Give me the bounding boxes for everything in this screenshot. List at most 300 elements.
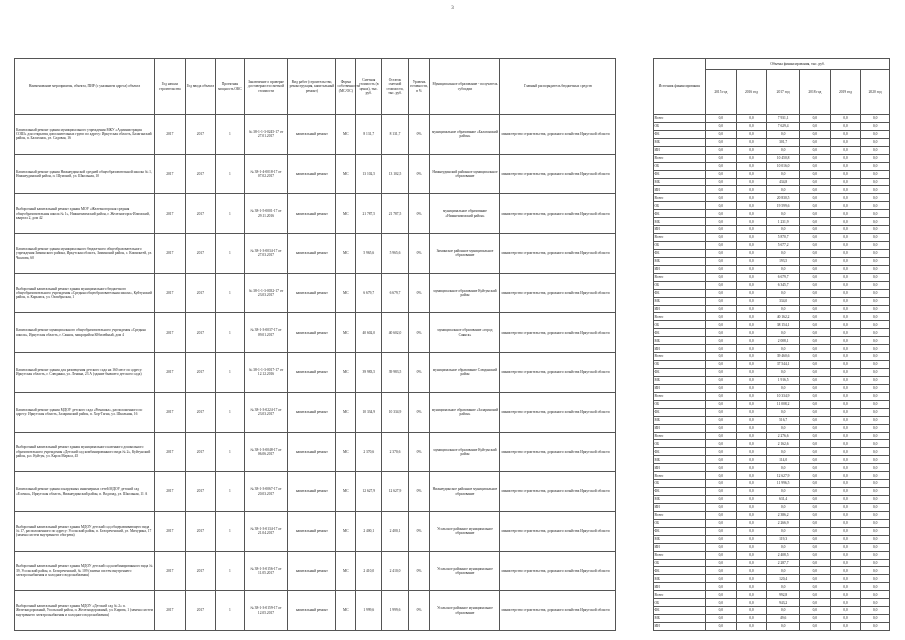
funding-value-cell: 0,0 xyxy=(706,559,737,567)
spacer-cell xyxy=(616,313,653,353)
administrator-cell: министерство строительства, дорожного хозяйства Иркутской области xyxy=(500,234,616,274)
funding-value-cell: 0,0 xyxy=(706,416,737,424)
funding-value-cell: 11 008,2 xyxy=(767,400,800,408)
power-cell: 1 xyxy=(216,392,244,432)
readiness-cell: 0% xyxy=(408,115,430,155)
funding-value-cell: 0,0 xyxy=(861,448,890,456)
funding-value-cell: 0,0 xyxy=(800,511,831,519)
funding-value-cell: 0,0 xyxy=(861,496,890,504)
funding-value-cell: 0,0 xyxy=(800,289,831,297)
source-label-cell: МБ xyxy=(653,257,705,265)
funding-value-cell: 0,0 xyxy=(800,305,831,313)
funding-value-cell: 0,0 xyxy=(830,448,861,456)
funding-value-cell: 0,0 xyxy=(800,226,831,234)
funding-value-cell: 0,0 xyxy=(706,432,737,440)
year-end-cell: 2017 xyxy=(185,392,216,432)
funding-value-cell: 0,0 xyxy=(800,337,831,345)
funding-value-cell: 0,0 xyxy=(736,559,767,567)
funding-value-cell: 0,0 xyxy=(736,591,767,599)
power-cell: 1 xyxy=(216,115,244,155)
funding-value-cell: 334,0 xyxy=(767,297,800,305)
funding-value-cell: 0,0 xyxy=(830,519,861,527)
table-row xyxy=(15,551,890,559)
funding-value-cell: 0,0 xyxy=(830,281,861,289)
funding-value-cell: 0,0 xyxy=(861,210,890,218)
funding-value-cell: 0,0 xyxy=(830,146,861,154)
estimated-cost-cell: 40 602,0 xyxy=(356,313,382,353)
remaining-cost-cell: 12 627,9 xyxy=(382,472,408,512)
header-form: Форма собственности (МС/ОС) xyxy=(336,59,356,115)
recipient-cell: Усольское районное муниципальное образование xyxy=(430,591,500,631)
source-label-cell: МБ xyxy=(653,178,705,186)
source-label-cell: ИИ xyxy=(653,345,705,353)
funding-value-cell: 0,0 xyxy=(861,249,890,257)
header-year-2016: 2016 год xyxy=(736,70,767,115)
funding-value-cell: 0,0 xyxy=(736,297,767,305)
header-year-2015: 2015 год xyxy=(706,70,737,115)
year-end-cell: 2017 xyxy=(185,591,216,631)
funding-value-cell: 0,0 xyxy=(800,170,831,178)
funding-value-cell: 0,0 xyxy=(800,551,831,559)
funding-value-cell: 0,0 xyxy=(800,623,831,631)
funding-value-cell: 0,0 xyxy=(800,321,831,329)
funding-value-cell: 0,0 xyxy=(767,289,800,297)
funding-value-cell: 0,0 xyxy=(861,178,890,186)
spacer-cell xyxy=(616,353,653,393)
source-label-cell: Всего xyxy=(653,392,705,400)
remaining-cost-cell: 2 410,0 xyxy=(382,551,408,591)
funding-value-cell: 0,0 xyxy=(736,122,767,130)
funding-value-cell: 0,0 xyxy=(830,416,861,424)
table-row xyxy=(15,313,890,321)
funding-value-cell: 0,0 xyxy=(706,575,737,583)
source-label-cell: Всего xyxy=(653,194,705,202)
year-start-cell: 2017 xyxy=(154,511,185,551)
funding-value-cell: 0,0 xyxy=(767,369,800,377)
funding-value-cell: 0,0 xyxy=(830,218,861,226)
funding-value-cell: 0,0 xyxy=(706,623,737,631)
header-spacer xyxy=(616,59,653,115)
recipient-cell: муниципальное образование Куйтунский район xyxy=(430,432,500,472)
conclusion-cell: № 38-1-1-3-0245-17 от 27.01.2017 xyxy=(244,115,288,155)
funding-value-cell: 2 008,1 xyxy=(767,337,800,345)
header-administrator: Главный распорядитель бюджетных средств xyxy=(500,59,616,115)
funding-value-cell: 0,0 xyxy=(706,194,737,202)
readiness-cell: 0% xyxy=(408,154,430,194)
funding-value-cell: 0,0 xyxy=(706,186,737,194)
funding-value-cell: 0,0 xyxy=(861,472,890,480)
funding-value-cell: 0,0 xyxy=(706,361,737,369)
funding-value-cell: 0,0 xyxy=(736,392,767,400)
funding-value-cell: 0,0 xyxy=(736,369,767,377)
remaining-cost-cell: 21 787,5 xyxy=(382,194,408,234)
source-label-cell: МБ xyxy=(653,138,705,146)
funding-value-cell: 0,0 xyxy=(861,400,890,408)
funding-value-cell: 0,0 xyxy=(736,535,767,543)
source-label-cell: МБ xyxy=(653,337,705,345)
funding-value-cell: 0,0 xyxy=(800,249,831,257)
funding-value-cell: 49,6 xyxy=(767,615,800,623)
funding-value-cell: 0,0 xyxy=(706,138,737,146)
funding-value-cell: 0,0 xyxy=(861,519,890,527)
project-name-cell: Капитальный ремонт здания МДОУ детского сада «Ромашка», расположенного по адресу: Иркутская область, Заларинский район, п. Хор-Тагна, ул. Школьная, 16 xyxy=(15,392,155,432)
source-label-cell: ОБ xyxy=(653,202,705,210)
source-label-cell: ОБ xyxy=(653,242,705,250)
funding-value-cell: 2 162,6 xyxy=(767,440,800,448)
year-start-cell: 2017 xyxy=(154,551,185,591)
work-type-cell: капитальный ремонт xyxy=(288,432,336,472)
remaining-cost-cell: 2 370,6 xyxy=(382,432,408,472)
funding-value-cell: 0,0 xyxy=(800,519,831,527)
funding-value-cell: 0,0 xyxy=(800,242,831,250)
year-end-cell: 2017 xyxy=(185,472,216,512)
funding-value-cell: 0,0 xyxy=(861,138,890,146)
project-name-cell: Капитальный ремонт здания для размещения детского сада на 160 мест по адресу: Иркутская область, г. Слюдянка, ул. Ленина, 23 А (здание бывшего детского сада) xyxy=(15,353,155,393)
readiness-cell: 0% xyxy=(408,234,430,274)
funding-value-cell: 7 629,4 xyxy=(767,122,800,130)
funding-value-cell: 0,0 xyxy=(800,329,831,337)
funding-value-cell: 0,0 xyxy=(800,345,831,353)
funding-value-cell: 0,0 xyxy=(830,543,861,551)
recipient-cell: Нижнеудинский районное муниципальное образование xyxy=(430,154,500,194)
funding-value-cell: 0,0 xyxy=(706,400,737,408)
power-cell: 1 xyxy=(216,313,244,353)
funding-value-cell: 0,0 xyxy=(830,535,861,543)
work-type-cell: капитальный ремонт xyxy=(288,273,336,313)
funding-value-cell: 0,0 xyxy=(861,297,890,305)
funding-value-cell: 0,0 xyxy=(800,535,831,543)
funding-value-cell: 0,0 xyxy=(800,122,831,130)
funding-value-cell: 0,0 xyxy=(706,456,737,464)
funding-value-cell: 0,0 xyxy=(830,361,861,369)
funding-value-cell: 0,0 xyxy=(736,432,767,440)
funding-value-cell: 0,0 xyxy=(706,408,737,416)
source-label-cell: МБ xyxy=(653,575,705,583)
funding-value-cell: 0,0 xyxy=(706,329,737,337)
header-year-2017: 2017 год xyxy=(767,70,800,115)
funding-value-cell: 0,0 xyxy=(736,543,767,551)
funding-value-cell: 0,0 xyxy=(830,527,861,535)
funding-value-cell: 0,0 xyxy=(830,615,861,623)
spacer-cell xyxy=(616,115,653,155)
financing-table-body xyxy=(15,115,890,631)
funding-value-cell: 0,0 xyxy=(830,392,861,400)
funding-value-cell: 0,0 xyxy=(830,210,861,218)
funding-value-cell: 0,0 xyxy=(861,218,890,226)
funding-value-cell: 0,0 xyxy=(861,583,890,591)
funding-value-cell: 0,0 xyxy=(736,218,767,226)
year-end-cell: 2017 xyxy=(185,234,216,274)
funding-value-cell: 0,0 xyxy=(830,257,861,265)
funding-value-cell: 0,0 xyxy=(706,384,737,392)
funding-value-cell: 0,0 xyxy=(706,551,737,559)
source-label-cell: ОБ xyxy=(653,400,705,408)
source-label-cell: ФБ xyxy=(653,289,705,297)
funding-value-cell: 0,0 xyxy=(736,361,767,369)
header-year-2020: 2020 год xyxy=(861,70,890,115)
source-label-cell: Всего xyxy=(653,472,705,480)
source-label-cell: ИИ xyxy=(653,424,705,432)
funding-value-cell: 0,0 xyxy=(800,408,831,416)
funding-value-cell: 0,0 xyxy=(861,361,890,369)
funding-value-cell: 2 266,9 xyxy=(767,519,800,527)
ownership-form-cell: МС xyxy=(336,591,356,631)
readiness-cell: 0% xyxy=(408,432,430,472)
funding-value-cell: 0,0 xyxy=(800,361,831,369)
funding-value-cell: 0,0 xyxy=(800,178,831,186)
funding-value-cell: 20 830,5 xyxy=(767,194,800,202)
source-label-cell: ФБ xyxy=(653,527,705,535)
power-cell: 1 xyxy=(216,591,244,631)
recipient-cell: Нижнеудинское районное муниципальное образование xyxy=(430,472,500,512)
funding-value-cell: 0,0 xyxy=(736,345,767,353)
recipient-cell: муниципальное образование «Заларинский район» xyxy=(430,392,500,432)
power-cell: 1 xyxy=(216,511,244,551)
funding-value-cell: 0,0 xyxy=(706,297,737,305)
conclusion-cell: № 38-1-3-0067-17 от 20.03.2017 xyxy=(244,472,288,512)
funding-value-cell: 0,0 xyxy=(736,511,767,519)
funding-value-cell: 0,0 xyxy=(736,480,767,488)
funding-value-cell: 301,7 xyxy=(767,138,800,146)
funding-value-cell: 0,0 xyxy=(706,369,737,377)
funding-value-cell: 0,0 xyxy=(830,154,861,162)
funding-value-cell: 1 231,9 xyxy=(767,218,800,226)
funding-value-cell: 0,0 xyxy=(706,527,737,535)
project-name-cell: Выборочный капитальный ремонт здания МОУ «Железногорская средняя общеобразовательная школа № 1», Нижнеилимский район, г. Железногорск-Илимский, квартал 2, дом 42 xyxy=(15,194,155,234)
funding-value-cell: 0,0 xyxy=(861,345,890,353)
ownership-form-cell: МС xyxy=(336,273,356,313)
estimated-cost-cell: 21 787,5 xyxy=(356,194,382,234)
project-name-cell: Капитальный ремонт здания муниципального учреждения МКУ «Администрация СОШ» для открытия дополнительных групп по адресу: Иркутская область, Балаганский район, п. Балаганск, ул. Садовая, 16 xyxy=(15,115,155,155)
funding-value-cell: 0,0 xyxy=(767,408,800,416)
funding-value-cell: 0,0 xyxy=(830,384,861,392)
funding-value-cell: 0,0 xyxy=(861,480,890,488)
funding-value-cell: 0,0 xyxy=(830,337,861,345)
year-end-cell: 2017 xyxy=(185,194,216,234)
funding-value-cell: 0,0 xyxy=(861,440,890,448)
funding-value-cell: 0,0 xyxy=(800,559,831,567)
year-start-cell: 2017 xyxy=(154,353,185,393)
header-type: Вид работ (строительство, реконструкция, капитальный ремонт) xyxy=(288,59,336,115)
recipient-cell: муниципальное образование Слюдянский район xyxy=(430,353,500,393)
funding-value-cell: 0,0 xyxy=(830,186,861,194)
funding-value-cell: 0,0 xyxy=(706,321,737,329)
funding-value-cell: 2 408,5 xyxy=(767,551,800,559)
estimated-cost-cell: 10 334,9 xyxy=(356,392,382,432)
funding-value-cell: 0,0 xyxy=(706,567,737,575)
conclusion-cell: № 38-1-3-0134-17 от 21.04.2017 xyxy=(244,511,288,551)
administrator-cell: министерство строительства, дорожного хозяйства Иркутской области xyxy=(500,472,616,512)
funding-value-cell: 0,0 xyxy=(767,623,800,631)
header-year-end: Год ввода объекта xyxy=(185,59,216,115)
funding-value-cell: 0,0 xyxy=(861,154,890,162)
funding-value-cell: 0,0 xyxy=(800,353,831,361)
table-row xyxy=(15,154,890,162)
source-label-cell: МБ xyxy=(653,535,705,543)
funding-value-cell: 0,0 xyxy=(736,623,767,631)
funding-value-cell: 0,0 xyxy=(830,432,861,440)
funding-value-cell: 0,0 xyxy=(736,329,767,337)
funding-value-cell: 0,0 xyxy=(861,305,890,313)
source-label-cell: МБ xyxy=(653,496,705,504)
header-year-2019: 2019 год xyxy=(830,70,861,115)
spacer-cell xyxy=(616,194,653,234)
funding-value-cell: 0,0 xyxy=(706,178,737,186)
spacer-cell xyxy=(616,234,653,274)
ownership-form-cell: МС xyxy=(336,472,356,512)
funding-value-cell: 12 627,9 xyxy=(767,472,800,480)
source-label-cell: ОБ xyxy=(653,281,705,289)
funding-value-cell: 0,0 xyxy=(800,599,831,607)
funding-value-cell: 0,0 xyxy=(861,559,890,567)
funding-value-cell: 0,0 xyxy=(800,464,831,472)
funding-value-cell: 0,0 xyxy=(800,138,831,146)
funding-value-cell: 0,0 xyxy=(800,297,831,305)
funding-value-cell: 0,0 xyxy=(706,242,737,250)
recipient-cell: Усольское районное муниципальное образование xyxy=(430,551,500,591)
conclusion-cell: № 38-1-3-0048-17 от 06.06.2017 xyxy=(244,432,288,472)
ownership-form-cell: МС xyxy=(336,154,356,194)
recipient-cell: Зиминское районное муниципальное образование xyxy=(430,234,500,274)
funding-value-cell: 0,0 xyxy=(830,496,861,504)
funding-value-cell: 0,0 xyxy=(706,162,737,170)
funding-value-cell: 0,0 xyxy=(706,115,737,123)
source-label-cell: ФБ xyxy=(653,210,705,218)
ownership-form-cell: МС xyxy=(336,551,356,591)
source-label-cell: МБ xyxy=(653,615,705,623)
funding-value-cell: 2 287,7 xyxy=(767,559,800,567)
power-cell: 1 xyxy=(216,472,244,512)
source-label-cell: Всего xyxy=(653,154,705,162)
funding-value-cell: 0,0 xyxy=(800,376,831,384)
source-label-cell: ОБ xyxy=(653,519,705,527)
funding-value-cell: 0,0 xyxy=(767,210,800,218)
funding-value-cell: 0,0 xyxy=(736,527,767,535)
funding-value-cell: 6 679,7 xyxy=(767,273,800,281)
funding-value-cell: 0,0 xyxy=(800,265,831,273)
funding-value-cell: 0,0 xyxy=(800,384,831,392)
funding-value-cell: 0,0 xyxy=(736,615,767,623)
funding-value-cell: 0,0 xyxy=(736,202,767,210)
funding-value-cell: 0,0 xyxy=(861,567,890,575)
funding-value-cell: 0,0 xyxy=(861,265,890,273)
funding-value-cell: 0,0 xyxy=(706,607,737,615)
header-remaining: Остаток сметной стоимости, тыс. руб. xyxy=(382,59,408,115)
funding-value-cell: 0,0 xyxy=(861,353,890,361)
funding-value-cell: 0,0 xyxy=(830,503,861,511)
funding-value-cell: 10 450,8 xyxy=(767,154,800,162)
funding-value-cell: 0,0 xyxy=(861,202,890,210)
recipient-cell: Усольское районное муниципальное образование xyxy=(430,511,500,551)
funding-value-cell: 0,0 xyxy=(800,369,831,377)
financing-table-sheet xyxy=(14,58,890,629)
header-readiness: Уровень готовности, в % xyxy=(408,59,430,115)
funding-value-cell: 0,0 xyxy=(830,424,861,432)
funding-value-cell: 0,0 xyxy=(830,242,861,250)
funding-value-cell: 0,0 xyxy=(736,575,767,583)
estimated-cost-cell: 2 410,0 xyxy=(356,551,382,591)
funding-value-cell: 0,0 xyxy=(706,281,737,289)
source-label-cell: ИИ xyxy=(653,226,705,234)
ownership-form-cell: МС xyxy=(336,313,356,353)
funding-value-cell: 0,0 xyxy=(830,623,861,631)
funding-value-cell: 0,0 xyxy=(800,432,831,440)
funding-value-cell: 0,0 xyxy=(767,249,800,257)
funding-value-cell: 0,0 xyxy=(861,416,890,424)
header-source: Источник финансирования xyxy=(653,59,705,115)
funding-value-cell: 0,0 xyxy=(706,488,737,496)
funding-value-cell: 0,0 xyxy=(861,527,890,535)
header-year-2018: 2018 год xyxy=(800,70,831,115)
funding-value-cell: 0,0 xyxy=(861,408,890,416)
source-label-cell: ФБ xyxy=(653,130,705,138)
work-type-cell: капитальный ремонт xyxy=(288,511,336,551)
funding-value-cell: 0,0 xyxy=(800,130,831,138)
funding-value-cell: 0,0 xyxy=(767,488,800,496)
funding-value-cell: 0,0 xyxy=(706,170,737,178)
funding-value-cell: 0,0 xyxy=(830,115,861,123)
estimated-cost-cell: 1 999,6 xyxy=(356,591,382,631)
source-label-cell: ФБ xyxy=(653,249,705,257)
funding-value-cell: 0,0 xyxy=(706,615,737,623)
funding-value-cell: 7 931,1 xyxy=(767,115,800,123)
funding-value-cell: 0,0 xyxy=(830,178,861,186)
source-label-cell: ФБ xyxy=(653,329,705,337)
funding-value-cell: 0,0 xyxy=(736,384,767,392)
readiness-cell: 0% xyxy=(408,511,430,551)
estimated-cost-cell: 12 627,9 xyxy=(356,472,382,512)
funding-value-cell: 0,0 xyxy=(736,472,767,480)
readiness-cell: 0% xyxy=(408,591,430,631)
readiness-cell: 0% xyxy=(408,194,430,234)
funding-value-cell: 0,0 xyxy=(830,583,861,591)
remaining-cost-cell: 40 602,0 xyxy=(382,313,408,353)
header-cost: Сметная стоимость (в ценах), тыс. руб. xyxy=(356,59,382,115)
work-type-cell: капитальный ремонт xyxy=(288,472,336,512)
source-label-cell: ОБ xyxy=(653,599,705,607)
funding-value-cell: 0,0 xyxy=(767,170,800,178)
funding-value-cell: 0,0 xyxy=(861,615,890,623)
source-label-cell: Всего xyxy=(653,234,705,242)
conclusion-cell: № 38-1-1-3-0017-17 от 12.12.2016 xyxy=(244,353,288,393)
funding-value-cell: 0,0 xyxy=(706,122,737,130)
table-row xyxy=(15,591,890,599)
page-number: 3 xyxy=(451,6,454,11)
funding-value-cell: 0,0 xyxy=(800,567,831,575)
funding-value-cell: 0,0 xyxy=(861,170,890,178)
recipient-cell: муниципальное образование «город Саянск» xyxy=(430,313,500,353)
funding-value-cell: 0,0 xyxy=(736,496,767,504)
funding-value-cell: 0,0 xyxy=(800,313,831,321)
funding-value-cell: 19 599,6 xyxy=(767,202,800,210)
administrator-cell: министерство строительства, дорожного хозяйства Иркутской области xyxy=(500,392,616,432)
funding-value-cell: 0,0 xyxy=(861,226,890,234)
work-type-cell: капитальный ремонт xyxy=(288,194,336,234)
funding-value-cell: 0,0 xyxy=(800,575,831,583)
funding-value-cell: 0,0 xyxy=(861,313,890,321)
funding-value-cell: 0,0 xyxy=(736,289,767,297)
conclusion-cell: № 38-1-5-0001-17 от 29.11.2016 xyxy=(244,194,288,234)
ownership-form-cell: МС xyxy=(336,511,356,551)
source-label-cell: ФБ xyxy=(653,607,705,615)
funding-value-cell: 0,0 xyxy=(736,249,767,257)
funding-value-cell: 0,0 xyxy=(736,265,767,273)
conclusion-cell: № 38-1-3-0224-17 от 23.03.2017 xyxy=(244,392,288,432)
administrator-cell: министерство строительства, дорожного хозяйства Иркутской области xyxy=(500,353,616,393)
funding-value-cell: 0,0 xyxy=(767,424,800,432)
source-label-cell: ИИ xyxy=(653,265,705,273)
ownership-form-cell: МС xyxy=(336,194,356,234)
